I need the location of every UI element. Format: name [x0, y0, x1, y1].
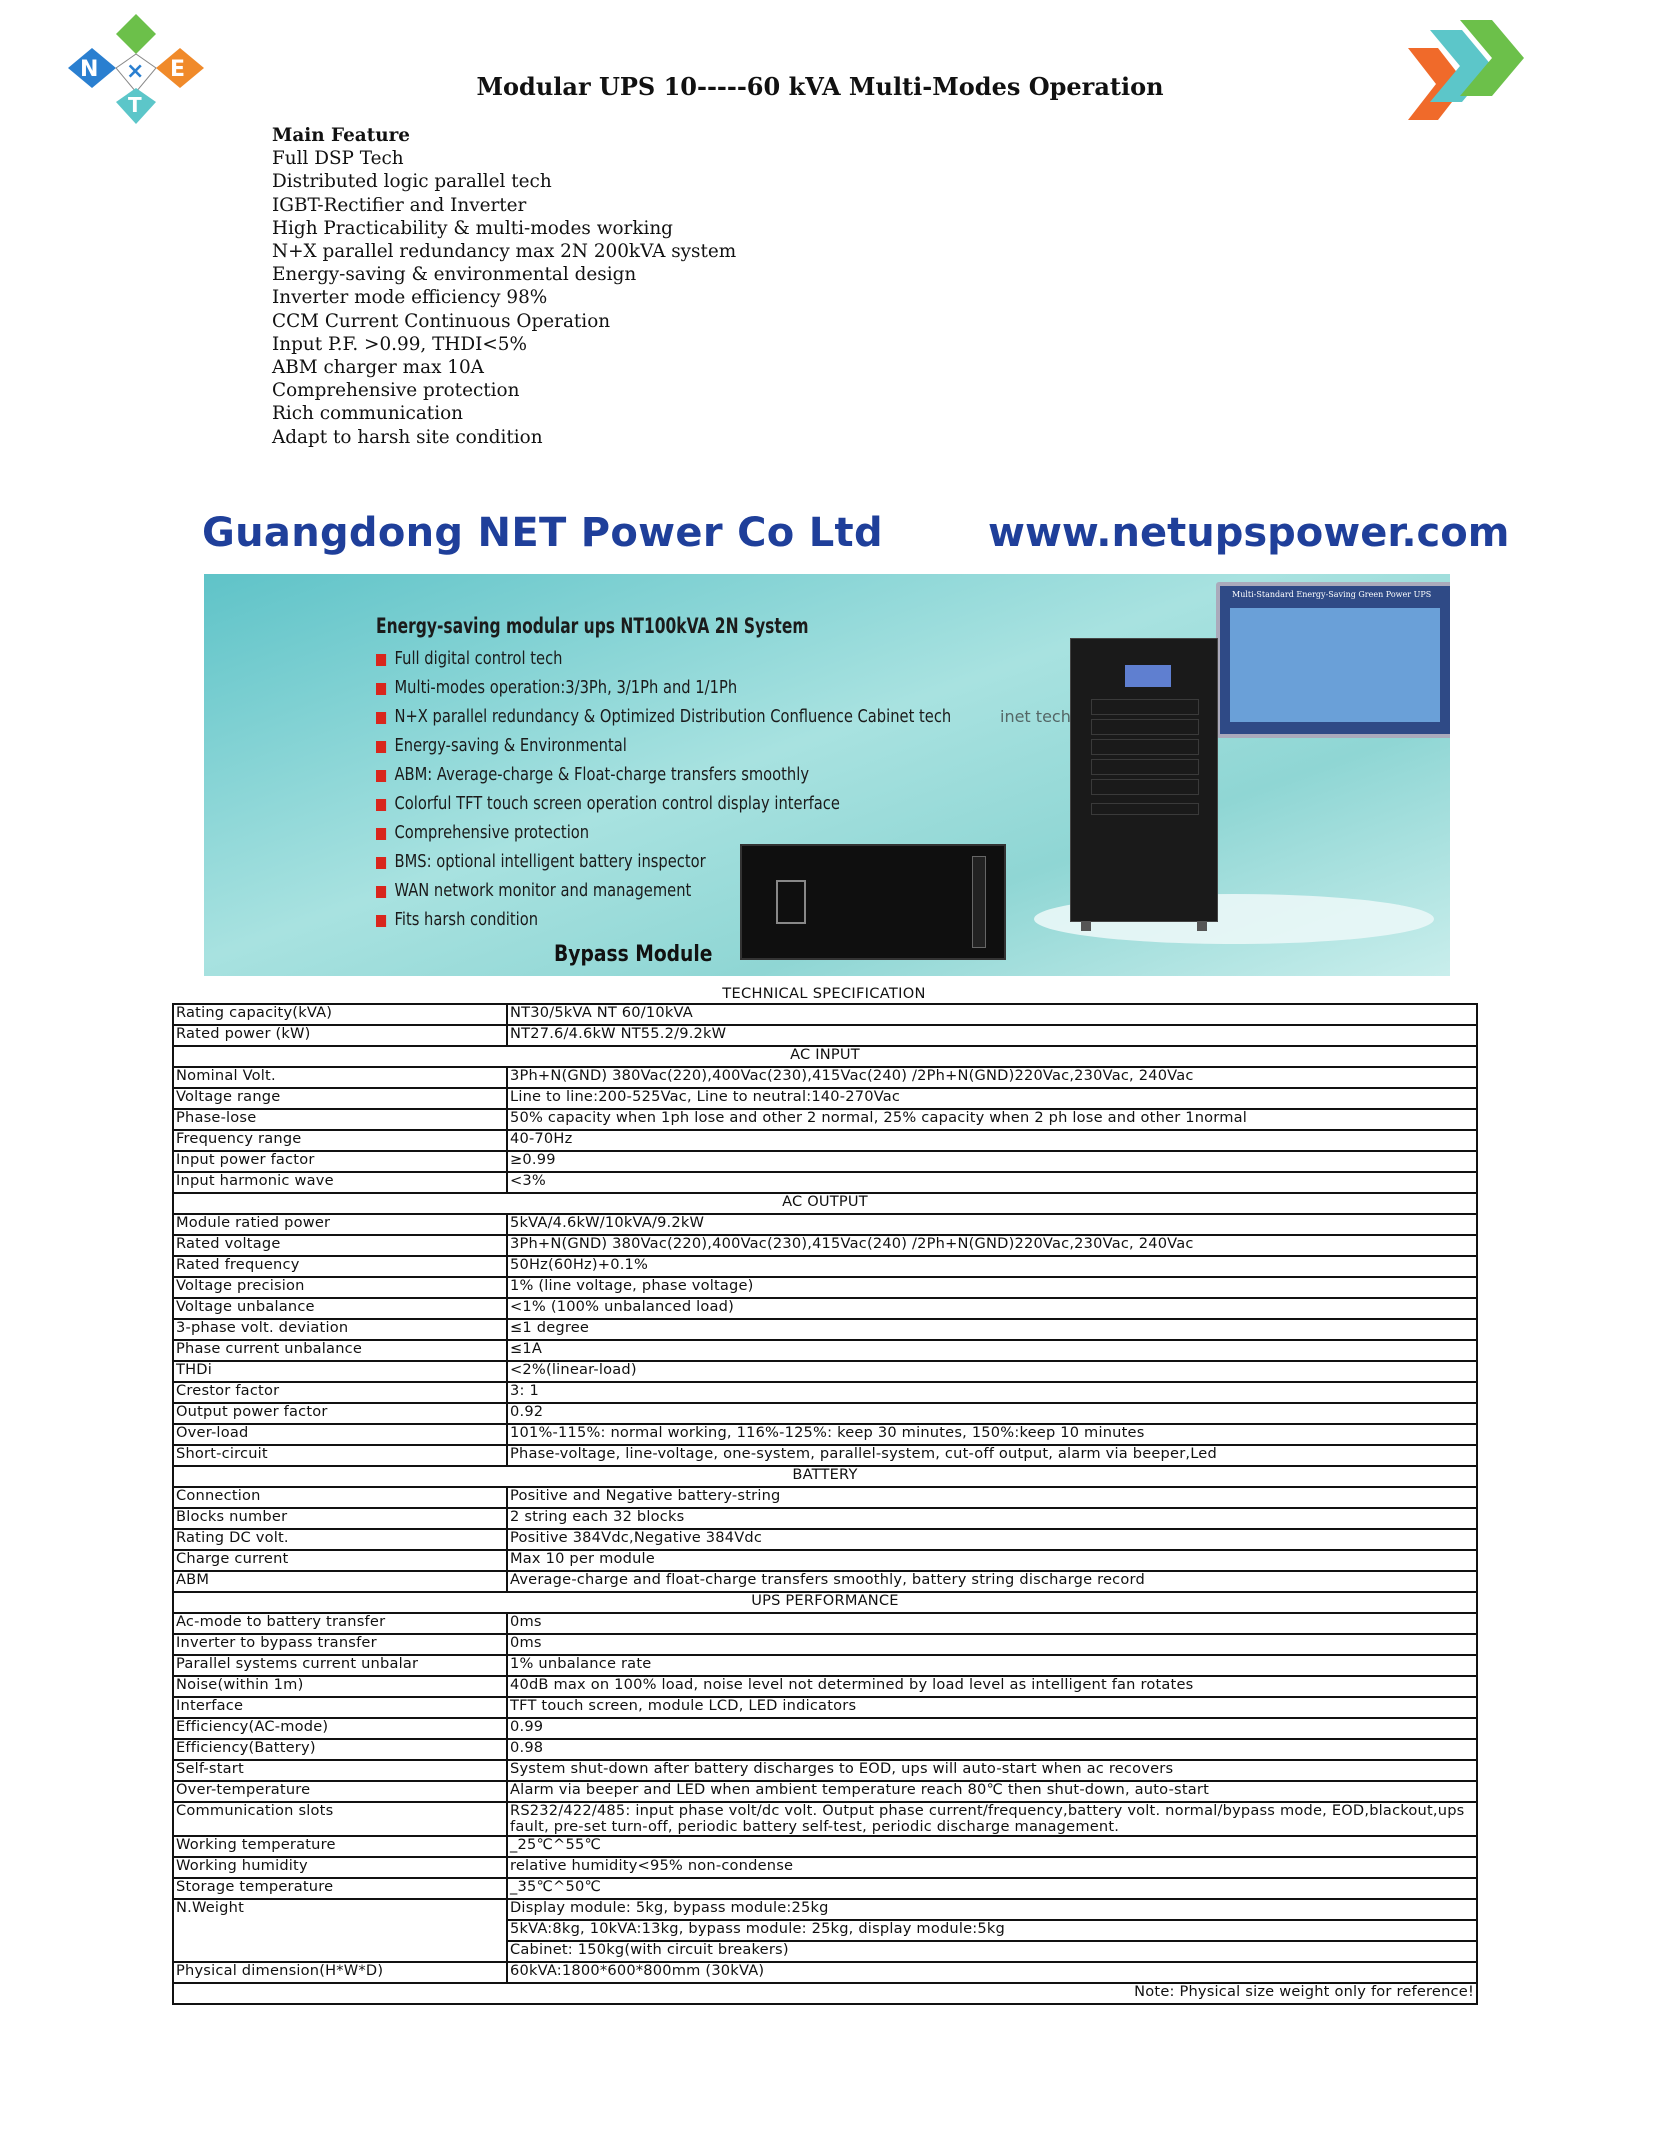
table-row — [173, 1193, 1477, 1214]
table-row — [173, 1529, 1477, 1550]
ups-cabinet-image — [1070, 638, 1218, 922]
spec-value: Phase-voltage, line-voltage, one-system, parallel-system, cut-off output, alarm via beeper,Led — [507, 1445, 1477, 1466]
spec-value: 0.98 — [507, 1739, 1477, 1760]
table-row — [173, 1857, 1477, 1878]
table-row — [173, 1214, 1477, 1235]
spec-value: <1% (100% unbalanced load) — [507, 1298, 1477, 1319]
bullet-icon — [376, 654, 386, 666]
spec-label: THDi — [173, 1361, 507, 1382]
spec-label: Frequency range — [173, 1130, 507, 1151]
screen-caption: Multi-Standard Energy-Saving Green Power UPS — [1232, 590, 1432, 599]
spec-label: Short-circuit — [173, 1445, 507, 1466]
spec-label: Voltage precision — [173, 1277, 507, 1298]
spec-value: Positive 384Vdc,Negative 384Vdc — [507, 1529, 1477, 1550]
spec-label: Crestor factor — [173, 1382, 507, 1403]
banner-feature-item: Full digital control tech — [376, 649, 951, 678]
company-name: Guangdong NET Power Co Ltd — [202, 510, 883, 556]
table-row — [173, 1340, 1477, 1361]
table-row — [173, 1487, 1477, 1508]
spec-label: Rated voltage — [173, 1235, 507, 1256]
module-slot — [1091, 759, 1199, 775]
section-header: UPS PERFORMANCE — [173, 1592, 1477, 1613]
spec-value: Line to line:200-525Vac, Line to neutral:140-270Vac — [507, 1088, 1477, 1109]
spec-value: _25℃^55℃ — [507, 1836, 1477, 1857]
table-row — [173, 1004, 1477, 1025]
module-slot — [1091, 719, 1199, 735]
company-website: www.netupspower.com — [988, 510, 1510, 556]
banner-feature-item: Colorful TFT touch screen operation control display interface — [376, 794, 951, 823]
table-row — [173, 1655, 1477, 1676]
spec-value: 40-70Hz — [507, 1130, 1477, 1151]
spec-value: 3: 1 — [507, 1382, 1477, 1403]
spec-label: Charge current — [173, 1550, 507, 1571]
spec-label: Connection — [173, 1487, 507, 1508]
table-row — [173, 1172, 1477, 1193]
spec-label: Working humidity — [173, 1857, 507, 1878]
bullet-icon — [376, 828, 386, 840]
table-row — [173, 1046, 1477, 1067]
table-row — [173, 1466, 1477, 1487]
spec-value: 0.99 — [507, 1718, 1477, 1739]
page-title: Modular UPS 10-----60 kVA Multi-Modes Operation — [476, 72, 1164, 101]
spec-value: relative humidity<95% non-condense — [507, 1857, 1477, 1878]
bullet-icon — [376, 886, 386, 898]
bullet-icon — [376, 712, 386, 724]
spec-value: 5kVA/4.6kW/10kVA/9.2kW — [507, 1214, 1477, 1235]
spec-label: Rating DC volt. — [173, 1529, 507, 1550]
banner-feature-item: Energy-saving & Environmental — [376, 736, 951, 765]
spec-value: Alarm via beeper and LED when ambient temperature reach 80℃ then shut-down, auto-start — [507, 1781, 1477, 1802]
spec-label: Nominal Volt. — [173, 1067, 507, 1088]
table-row — [173, 1235, 1477, 1256]
table-row — [173, 1277, 1477, 1298]
spec-value: Positive and Negative battery-string — [507, 1487, 1477, 1508]
module-slot — [1091, 699, 1199, 715]
spec-label: Rating capacity(kVA) — [173, 1004, 507, 1025]
technical-spec-table — [172, 1003, 1478, 2005]
spec-value: 0ms — [507, 1613, 1477, 1634]
svg-text:T: T — [128, 93, 142, 117]
breaker-row — [1091, 803, 1199, 815]
spec-label: Input harmonic wave — [173, 1172, 507, 1193]
spec-value: _35℃^50℃ — [507, 1878, 1477, 1899]
table-row — [173, 1445, 1477, 1466]
spec-label: Communication slots — [173, 1802, 507, 1836]
banner-feature-item: ABM: Average-charge & Float-charge transfers smoothly — [376, 765, 951, 794]
table-row — [173, 1256, 1477, 1277]
table-row — [173, 1319, 1477, 1340]
section-header: BATTERY — [173, 1466, 1477, 1487]
cabinet-foot — [1197, 921, 1207, 931]
spec-value: 0.92 — [507, 1403, 1477, 1424]
bullet-icon — [376, 915, 386, 927]
bullet-icon — [376, 799, 386, 811]
spec-label: Over-load — [173, 1424, 507, 1445]
spec-label: Noise(within 1m) — [173, 1676, 507, 1697]
spec-label: Voltage range — [173, 1088, 507, 1109]
faded-text: inet tech — [1000, 707, 1071, 726]
spec-value: TFT touch screen, module LCD, LED indicators — [507, 1697, 1477, 1718]
bullet-icon — [376, 770, 386, 782]
spec-value: ≤1 degree — [507, 1319, 1477, 1340]
banner-title: Energy-saving modular ups NT100kVA 2N System — [376, 614, 809, 638]
spec-label: Parallel systems current unbalar — [173, 1655, 507, 1676]
table-row — [173, 1718, 1477, 1739]
spec-value: 50Hz(60Hz)+0.1% — [507, 1256, 1477, 1277]
table-row — [173, 1697, 1477, 1718]
spec-value: 5kVA:8kg, 10kVA:13kg, bypass module: 25kg, display module:5kg — [507, 1920, 1477, 1941]
table-row — [173, 1424, 1477, 1445]
banner-feature-item: Multi-modes operation:3/3Ph, 3/1Ph and 1/1Ph — [376, 678, 951, 707]
table-row — [173, 1088, 1477, 1109]
feature-item: ABM charger max 10A — [272, 357, 484, 379]
spec-label: N.Weight — [173, 1899, 507, 1962]
spec-label: Efficiency(Battery) — [173, 1739, 507, 1760]
cabinet-display — [1125, 665, 1171, 687]
spec-label: Efficiency(AC-mode) — [173, 1718, 507, 1739]
spec-label: Storage temperature — [173, 1878, 507, 1899]
spec-label: Blocks number — [173, 1508, 507, 1529]
bullet-icon — [376, 683, 386, 695]
table-row — [173, 1962, 1477, 1983]
spec-value: 3Ph+N(GND) 380Vac(220),400Vac(230),415Vac(240) /2Ph+N(GND)220Vac,230Vac, 240Vac — [507, 1235, 1477, 1256]
section-header: AC OUTPUT — [173, 1193, 1477, 1214]
feature-item: Full DSP Tech — [272, 148, 404, 170]
spec-value: 0ms — [507, 1634, 1477, 1655]
table-row — [173, 1298, 1477, 1319]
spec-value: Average-charge and float-charge transfers smoothly, battery string discharge record — [507, 1571, 1477, 1592]
feature-item: Distributed logic parallel tech — [272, 171, 552, 193]
feature-item: IGBT-Rectifier and Inverter — [272, 194, 527, 216]
spec-value: 1% unbalance rate — [507, 1655, 1477, 1676]
spec-value: RS232/422/485: input phase volt/dc volt. Output phase current/frequency,battery volt. normal/bypass mode, EOD,blackout,ups fault, pre-set turn-off, periodic battery self-test, periodic discharge management. — [507, 1802, 1477, 1836]
table-row — [173, 1025, 1477, 1046]
table-row — [173, 1760, 1477, 1781]
spec-value: 40dB max on 100% load, noise level not determined by load level as intelligent fan rotates — [507, 1676, 1477, 1697]
spec-value: 50% capacity when 1ph lose and other 2 normal, 25% capacity when 2 ph lose and other 1normal — [507, 1109, 1477, 1130]
section-header: AC INPUT — [173, 1046, 1477, 1067]
svg-text:×: × — [126, 59, 145, 84]
spec-label: 3-phase volt. deviation — [173, 1319, 507, 1340]
spec-label: Input power factor — [173, 1151, 507, 1172]
spec-caption: TECHNICAL SPECIFICATION — [722, 985, 926, 1002]
banner-feature-item: WAN network monitor and management — [376, 881, 951, 910]
feature-item: Input P.F. >0.99, THDI<5% — [272, 333, 527, 355]
spec-value: ≥0.99 — [507, 1151, 1477, 1172]
table-row — [173, 1361, 1477, 1382]
table-row — [173, 1571, 1477, 1592]
table-row — [173, 1067, 1477, 1088]
feature-item: CCM Current Continuous Operation — [272, 310, 611, 332]
table-row — [173, 1151, 1477, 1172]
spec-label: Ac-mode to battery transfer — [173, 1613, 507, 1634]
spec-label: Output power factor — [173, 1403, 507, 1424]
banner-feature-list — [376, 649, 1061, 939]
table-row — [173, 1634, 1477, 1655]
banner-feature-item: BMS: optional intelligent battery inspector — [376, 852, 951, 881]
main-feature-list — [272, 124, 736, 449]
table-row — [173, 1592, 1477, 1613]
table-row — [173, 1130, 1477, 1151]
spec-label: Physical dimension(H*W*D) — [173, 1962, 507, 1983]
table-row — [173, 1878, 1477, 1899]
bullet-icon — [376, 741, 386, 753]
spec-value: 60kVA:1800*600*800mm (30kVA) — [507, 1962, 1477, 1983]
bullet-icon — [376, 857, 386, 869]
spec-value: Max 10 per module — [507, 1550, 1477, 1571]
spec-value: System shut-down after battery discharges to EOD, ups will auto-start when ac recovers — [507, 1760, 1477, 1781]
feature-heading: Main Feature — [272, 125, 410, 146]
spec-label: Phase-lose — [173, 1109, 507, 1130]
spec-value: NT27.6/4.6kW NT55.2/9.2kW — [507, 1025, 1477, 1046]
table-row — [173, 1899, 1477, 1920]
feature-item: Energy-saving & environmental design — [272, 264, 637, 286]
table-row — [173, 1109, 1477, 1130]
feature-item: Inverter mode efficiency 98% — [272, 287, 548, 309]
spec-label: ABM — [173, 1571, 507, 1592]
spec-value: 101%-115%: normal working, 116%-125%: keep 30 minutes, 150%:keep 10 minutes — [507, 1424, 1477, 1445]
feature-item: Comprehensive protection — [272, 380, 520, 402]
module-slot — [1091, 779, 1199, 795]
table-row — [173, 1781, 1477, 1802]
svg-text:N: N — [80, 57, 99, 82]
table-row — [173, 1676, 1477, 1697]
table-row — [173, 1836, 1477, 1857]
spec-value: NT30/5kVA NT 60/10kVA — [507, 1004, 1477, 1025]
chevron-logo-right — [1400, 8, 1548, 136]
spec-value: <3% — [507, 1172, 1477, 1193]
product-banner — [204, 574, 1450, 976]
spec-label: Voltage unbalance — [173, 1298, 507, 1319]
spec-value: 2 string each 32 blocks — [507, 1508, 1477, 1529]
spec-value: Display module: 5kg, bypass module:25kg — [507, 1899, 1477, 1920]
module-slot — [1091, 739, 1199, 755]
spec-label: Over-temperature — [173, 1781, 507, 1802]
screen-display — [1230, 608, 1440, 722]
spec-value: <2%(linear-load) — [507, 1361, 1477, 1382]
spec-value: Cabinet: 150kg(with circuit breakers) — [507, 1941, 1477, 1962]
banner-feature-item: Comprehensive protection — [376, 823, 951, 852]
spec-label: Rated power (kW) — [173, 1025, 507, 1046]
table-row — [173, 1802, 1477, 1836]
feature-item: N+X parallel redundancy max 2N 200kVA system — [272, 241, 737, 263]
spec-label: Interface — [173, 1697, 507, 1718]
table-row — [173, 1739, 1477, 1760]
feature-item: Rich communication — [272, 403, 463, 425]
spec-label: Inverter to bypass transfer — [173, 1634, 507, 1655]
spec-value: 1% (line voltage, phase voltage) — [507, 1277, 1477, 1298]
spec-label: Rated frequency — [173, 1256, 507, 1277]
svg-text:E: E — [170, 57, 186, 82]
feature-item: High Practicability & multi-modes working — [272, 217, 673, 239]
table-row — [173, 1382, 1477, 1403]
cabinet-foot — [1081, 921, 1091, 931]
table-row — [173, 1613, 1477, 1634]
spec-label: Phase current unbalance — [173, 1340, 507, 1361]
spec-label: Working temperature — [173, 1836, 507, 1857]
banner-feature-item: N+X parallel redundancy & Optimized Distribution Confluence Cabinet tech — [376, 707, 951, 736]
tft-screen-image — [1216, 582, 1450, 738]
spec-label: Self-start — [173, 1760, 507, 1781]
table-row — [173, 1508, 1477, 1529]
spec-label: Module ratied power — [173, 1214, 507, 1235]
banner-feature-item: Fits harsh condition — [376, 910, 951, 939]
spec-value: ≤1A — [507, 1340, 1477, 1361]
table-row — [173, 1983, 1477, 2004]
bypass-module-label: Bypass Module — [554, 942, 713, 967]
spec-value: 3Ph+N(GND) 380Vac(220),400Vac(230),415Vac(240) /2Ph+N(GND)220Vac,230Vac, 240Vac — [507, 1067, 1477, 1088]
feature-item: Adapt to harsh site condition — [272, 426, 543, 448]
table-note: Note: Physical size weight only for reference! — [173, 1983, 1477, 2004]
table-row — [173, 1403, 1477, 1424]
table-row — [173, 1550, 1477, 1571]
company-logo-left — [58, 12, 218, 142]
